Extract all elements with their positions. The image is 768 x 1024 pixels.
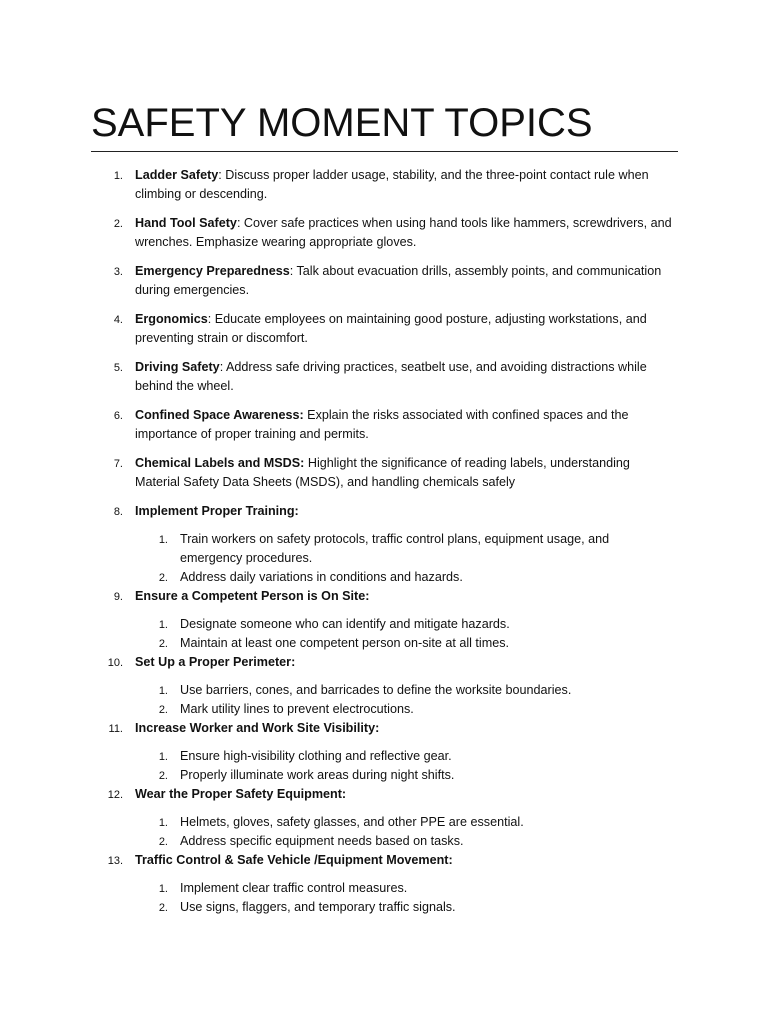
sub-list-item-number: 2. <box>158 704 168 716</box>
topic-heading: Ladder Safety <box>135 168 219 182</box>
list-item-number: 6. <box>113 410 123 422</box>
topic-description: : Educate employees on maintaining good posture, adjusting workstations, and preventing strain or discomfort. <box>135 312 647 345</box>
topic-description: : Discuss proper ladder usage, stability, and the three-point contact rule when climbing or descending. <box>135 168 649 201</box>
list-item-number: 5. <box>113 362 123 374</box>
list-item <box>0 785 768 804</box>
sub-list-item <box>0 747 768 766</box>
topic-description: Explain the risks associated with confined spaces and the importance of proper training and permits. <box>135 408 629 441</box>
topic-heading: Increase Worker and Work Site Visibility: <box>135 721 380 735</box>
sub-list-item-text: Properly illuminate work areas during night shifts. <box>180 768 455 782</box>
item-spacer <box>0 492 768 502</box>
topic-heading: Implement Proper Training: <box>135 504 299 518</box>
sub-list-item-number: 1. <box>158 817 168 829</box>
list-item-number: 4. <box>113 314 123 326</box>
list-item <box>0 502 768 521</box>
sub-list-item-number: 2. <box>158 902 168 914</box>
sub-list-item-number: 1. <box>158 751 168 763</box>
sub-list-item-text: Address daily variations in conditions and hazards. <box>180 570 463 584</box>
topic-heading: Set Up a Proper Perimeter: <box>135 655 296 669</box>
sub-list-item <box>0 879 768 898</box>
sub-list-item-text: Implement clear traffic control measures. <box>180 881 408 895</box>
sub-list-item <box>0 568 768 587</box>
list-item-number: 3. <box>113 266 123 278</box>
item-spacer <box>0 300 768 310</box>
topic-description: : Address safe driving practices, seatbelt use, and avoiding distractions while behind the wheel. <box>135 360 647 393</box>
sub-list-item-number: 1. <box>158 883 168 895</box>
sub-list-item-number: 1. <box>158 534 168 546</box>
sub-list-item <box>0 615 768 634</box>
topic-heading: Ergonomics <box>135 312 208 326</box>
item-spacer <box>0 396 768 406</box>
list-item <box>0 406 768 444</box>
page-title: SAFETY MOMENT TOPICS <box>91 101 593 145</box>
list-item <box>0 214 768 252</box>
list-item-text <box>135 851 675 870</box>
sub-list-item <box>0 766 768 785</box>
topic-heading: Confined Space Awareness: <box>135 408 304 422</box>
sub-list-item-text: Train workers on safety protocols, traffic control plans, equipment usage, and emergency procedures. <box>180 532 610 565</box>
sub-list-item-text: Maintain at least one competent person on-site at all times. <box>180 636 510 650</box>
list-item-text <box>135 406 675 444</box>
sub-list-item-text: Address specific equipment needs based on tasks. <box>180 834 464 848</box>
topic-heading: Wear the Proper Safety Equipment: <box>135 787 347 801</box>
list-item-number: 11. <box>108 723 123 735</box>
item-spacer <box>0 444 768 454</box>
list-item-number: 13. <box>107 855 123 867</box>
list-item-number: 2. <box>113 218 123 230</box>
list-item-number: 10. <box>107 657 123 669</box>
topic-heading: Traffic Control & Safe Vehicle /Equipment Movement: <box>135 853 453 867</box>
topic-description: : Cover safe practices when using hand tools like hammers, screwdrivers, and wrenches. Emphasize wearing appropriate gloves. <box>135 216 672 249</box>
list-item <box>0 358 768 396</box>
list-item-text <box>135 653 675 672</box>
list-item <box>0 587 768 606</box>
list-item-number: 8. <box>113 506 123 518</box>
sub-list-item-text: Ensure high-visibility clothing and reflective gear. <box>180 749 452 763</box>
list-item-text <box>135 262 675 300</box>
sub-list <box>0 521 768 587</box>
list-item-number: 12. <box>107 789 123 801</box>
sub-list-item <box>0 681 768 700</box>
item-spacer <box>0 252 768 262</box>
list-item <box>0 166 768 204</box>
sub-list-item-number: 1. <box>158 685 168 697</box>
sub-list-item-number: 2. <box>158 836 168 848</box>
list-item <box>0 719 768 738</box>
list-item <box>0 310 768 348</box>
sub-list <box>0 804 768 851</box>
list-item-number: 7. <box>113 458 123 470</box>
topic-heading: Driving Safety <box>135 360 220 374</box>
topic-description: : Talk about evacuation drills, assembly points, and communication during emergencies. <box>135 264 662 297</box>
title-underline <box>91 151 678 152</box>
sub-list-item <box>0 700 768 719</box>
sub-list-item-text: Use barriers, cones, and barricades to define the worksite boundaries. <box>180 683 572 697</box>
list-item-text <box>135 310 675 348</box>
sub-list-item-number: 2. <box>158 572 168 584</box>
item-spacer <box>0 348 768 358</box>
item-spacer <box>0 204 768 214</box>
list-item <box>0 262 768 300</box>
topic-heading: Chemical Labels and MSDS: <box>135 456 305 470</box>
topic-list <box>0 166 768 917</box>
list-item <box>0 653 768 672</box>
sub-list-item <box>0 634 768 653</box>
list-item-text <box>135 214 675 252</box>
sub-list-item-number: 1. <box>158 619 168 631</box>
list-item-number: 9. <box>113 591 123 603</box>
list-item-text <box>135 719 675 738</box>
sub-list-item <box>0 530 768 568</box>
sub-list <box>0 870 768 917</box>
topic-heading: Emergency Preparedness <box>135 264 290 278</box>
list-item-text <box>135 166 675 204</box>
list-item-text <box>135 587 675 606</box>
sub-list-item-number: 2. <box>158 770 168 782</box>
list-item <box>0 454 768 492</box>
sub-list-item-text: Designate someone who can identify and mitigate hazards. <box>180 617 510 631</box>
topic-heading: Ensure a Competent Person is On Site: <box>135 589 370 603</box>
sub-list-item-number: 2. <box>158 638 168 650</box>
sub-list-item <box>0 832 768 851</box>
topic-description: Highlight the significance of reading labels, understanding Material Safety Data Sheets (MSDS), and handling chemicals safely <box>135 456 630 489</box>
list-item-text <box>135 502 675 521</box>
sub-list <box>0 672 768 719</box>
sub-list-item-text: Mark utility lines to prevent electrocutions. <box>180 702 414 716</box>
list-item <box>0 851 768 870</box>
list-item-text <box>135 454 675 492</box>
list-item-number: 1. <box>113 170 123 182</box>
sub-list-item-text: Use signs, flaggers, and temporary traffic signals. <box>180 900 456 914</box>
sub-list-item <box>0 898 768 917</box>
sub-list <box>0 606 768 653</box>
list-item-text <box>135 358 675 396</box>
list-item-text <box>135 785 675 804</box>
topic-heading: Hand Tool Safety <box>135 216 237 230</box>
sub-list-item <box>0 813 768 832</box>
sub-list-item-text: Helmets, gloves, safety glasses, and other PPE are essential. <box>180 815 524 829</box>
sub-list <box>0 738 768 785</box>
